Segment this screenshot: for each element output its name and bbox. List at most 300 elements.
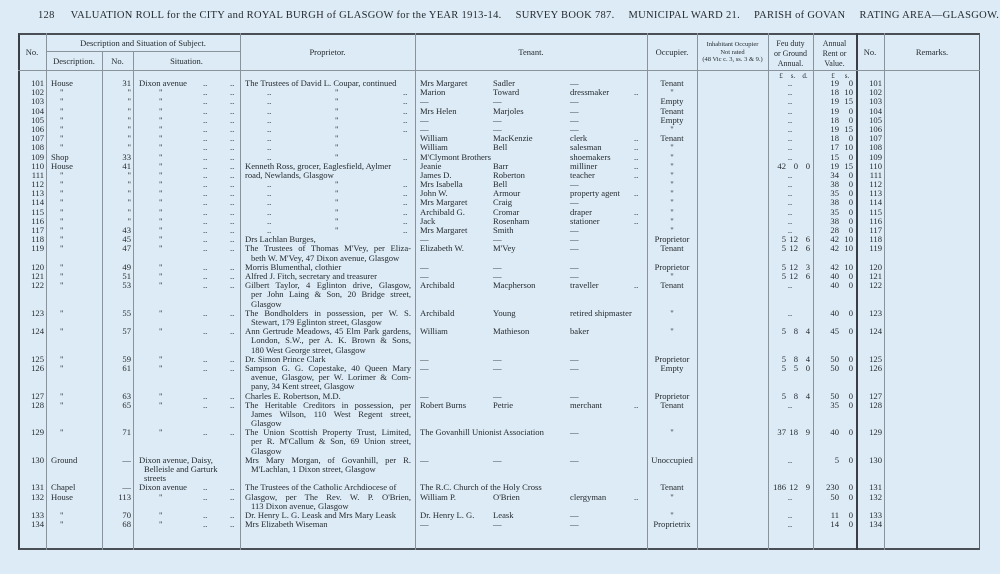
rent-pounds: 50 xyxy=(830,353,839,364)
unit-pounds: £ xyxy=(831,72,835,80)
header-annual-rent xyxy=(813,39,856,69)
rent-pounds: 38 xyxy=(830,215,839,226)
tenant-occupation: clergyman xyxy=(570,491,607,502)
ward: MUNICIPAL WARD 21. xyxy=(628,10,740,21)
house-number: 113 xyxy=(118,491,131,502)
row-number: 109 xyxy=(31,151,44,162)
rent-pounds: 45 xyxy=(830,326,839,337)
row-number: 127 xyxy=(31,390,44,401)
leader-dots: .. xyxy=(403,123,408,134)
row-number: 120 xyxy=(31,261,44,272)
leader-dots: .. xyxy=(267,215,272,226)
header-proprietor: Proprietor. xyxy=(309,47,346,57)
description: " xyxy=(60,87,64,98)
situation xyxy=(139,244,239,253)
tenant-first-name: Archibald G. xyxy=(420,206,465,217)
leader-dots: .. xyxy=(203,362,208,373)
tenant-surname: — xyxy=(493,519,502,530)
proprietor xyxy=(245,244,411,262)
leader-dots: .. xyxy=(403,225,408,235)
situation xyxy=(139,97,239,106)
description: " xyxy=(60,510,64,521)
proprietor xyxy=(245,428,411,456)
house-number: 65 xyxy=(122,399,131,410)
header-line: Annual xyxy=(822,39,847,48)
tenant-occupation: — xyxy=(570,353,579,364)
situation xyxy=(139,107,239,116)
ditto-mark: " xyxy=(335,225,339,235)
house-number: 49 xyxy=(122,261,131,272)
proprietor-line: The Bondholders in possession, per W. S. xyxy=(245,307,411,318)
ditto-mark: " xyxy=(335,197,339,208)
feu-pounds: 5 xyxy=(781,234,786,245)
tenant-surname: Mathieson xyxy=(493,326,530,337)
proprietor-line: avenue, Glasgow, per W. Lorimer & Com- xyxy=(251,372,411,383)
header-rule xyxy=(46,51,240,52)
row-number-right: 111 xyxy=(869,169,882,180)
house-number: " xyxy=(127,169,131,180)
leader-dots: .. xyxy=(403,179,408,190)
description: " xyxy=(60,123,64,134)
feu-none: .. xyxy=(787,280,793,291)
tenant-surname: Barr xyxy=(493,160,509,171)
leader-dots: .. xyxy=(403,105,408,116)
rent-pounds: 42 xyxy=(830,234,839,245)
row-number: 111 xyxy=(31,169,44,180)
tenant-occupation: milliner xyxy=(570,160,598,171)
tenant-occupation: traveller xyxy=(570,280,599,291)
row-number-right: 125 xyxy=(869,353,882,364)
header-line: (48 Vic c. 3, ss. 3 & 9.) xyxy=(702,56,763,63)
house-number: " xyxy=(127,133,131,144)
rent-pounds: 40 xyxy=(830,280,839,291)
tenant-occupation: — xyxy=(570,197,579,208)
house-number: " xyxy=(127,142,131,153)
feu-shillings: 8 xyxy=(793,326,798,337)
occupier: " xyxy=(670,188,674,199)
ditto-mark: " xyxy=(335,133,339,144)
situation-line: " xyxy=(159,96,163,107)
house-number: 70 xyxy=(122,510,131,521)
ditto-mark: " xyxy=(335,206,339,217)
situation-line: " xyxy=(159,105,163,116)
house-number: 55 xyxy=(122,307,131,318)
leader-dots: .. xyxy=(203,519,208,530)
situation-line: " xyxy=(159,491,163,502)
situation-line: Dixon avenue, Daisy, xyxy=(139,454,213,465)
tenant-surname: Cromar xyxy=(493,206,520,217)
proprietor-line: The Union Scottish Property Trust, Limited, xyxy=(245,427,411,438)
row-number: 108 xyxy=(31,142,44,153)
house-number: 61 xyxy=(122,362,131,373)
rent-shillings: 0 xyxy=(848,179,853,190)
feu-none: .. xyxy=(787,454,793,465)
situation-line: " xyxy=(159,151,163,162)
situation xyxy=(139,134,239,143)
feu-none: .. xyxy=(787,87,793,98)
rent-shillings: 15 xyxy=(844,96,853,107)
rent-pounds: 19 xyxy=(830,123,839,134)
situation-line: " xyxy=(159,427,163,438)
house-number: 33 xyxy=(122,151,131,162)
leader-dots: .. xyxy=(267,123,272,134)
leader-dots: .. xyxy=(634,87,639,98)
tenant-occupation: — xyxy=(570,225,579,235)
proprietor-line: James Wilson, 110 West Regent street, xyxy=(251,408,411,419)
description: " xyxy=(60,362,64,373)
leader-dots: .. xyxy=(634,133,639,144)
tenant-first-name: William xyxy=(420,133,448,144)
row-number: 101 xyxy=(31,78,44,88)
table-row xyxy=(0,364,1000,392)
description: " xyxy=(60,179,64,190)
rent-pounds: 19 xyxy=(830,78,839,88)
rent-pounds: 18 xyxy=(830,87,839,98)
feu-shillings: 12 xyxy=(789,261,798,272)
rent-shillings: 0 xyxy=(848,114,853,125)
tenant-surname: Bell xyxy=(493,142,508,153)
description: " xyxy=(60,280,64,291)
situation xyxy=(139,88,239,97)
row-number: 114 xyxy=(31,197,44,208)
leader-dots: .. xyxy=(203,197,208,208)
row-number: 130 xyxy=(31,454,44,465)
proprietor-line: Morris Blumenthal, clothier xyxy=(245,261,342,272)
rent-pounds: 42 xyxy=(830,243,839,254)
ditto-mark: " xyxy=(335,96,339,107)
feu-none: .. xyxy=(787,510,793,521)
description: " xyxy=(60,390,64,401)
house-number: " xyxy=(127,179,131,190)
rent-shillings: 0 xyxy=(848,482,853,493)
row-number: 129 xyxy=(31,427,44,438)
situation xyxy=(139,364,239,373)
occupier: Proprietor xyxy=(654,261,690,272)
tenant-occupation: draper xyxy=(570,206,592,217)
feu-pounds: 5 xyxy=(781,362,786,373)
leader-dots: .. xyxy=(267,179,272,190)
house-number: 63 xyxy=(122,390,131,401)
tenant-surname: Leask xyxy=(493,510,514,521)
leader-dots: .. xyxy=(203,142,208,153)
description: " xyxy=(60,270,64,281)
proprietor-line: 113 Dixon avenue, Glasgow xyxy=(251,500,349,511)
house-number: " xyxy=(127,206,131,217)
tenant-first-name: Mrs Margaret xyxy=(420,78,468,88)
house-number: " xyxy=(127,188,131,199)
description: " xyxy=(60,326,64,337)
tenant-occupation: shoemakers xyxy=(570,151,611,162)
leader-dots: .. xyxy=(230,142,235,153)
occupier: " xyxy=(670,215,674,226)
ditto-mark: " xyxy=(335,179,339,190)
row-number: 105 xyxy=(31,114,44,125)
leader-dots: .. xyxy=(230,114,235,125)
valuation-rows xyxy=(0,79,1000,529)
rent-shillings: 0 xyxy=(848,510,853,521)
proprietor-line: Glasgow, per The Rev. W. P. O'Brien, xyxy=(245,491,411,502)
rent-pounds: 50 xyxy=(830,362,839,373)
tenant-first-name: William xyxy=(420,326,448,337)
description: Chapel xyxy=(51,482,76,493)
feu-pounds: 5 xyxy=(781,353,786,364)
rent-shillings: 0 xyxy=(848,151,853,162)
situation xyxy=(139,401,239,410)
situation-line: " xyxy=(159,114,163,125)
tenant-surname: — xyxy=(493,96,502,107)
row-number-right: 134 xyxy=(869,519,882,530)
rent-shillings: 0 xyxy=(848,206,853,217)
tenant-occupation: property agent xyxy=(570,188,620,199)
description: " xyxy=(60,105,64,116)
situation xyxy=(139,520,239,529)
occupier: " xyxy=(670,427,674,438)
situation-line: " xyxy=(159,197,163,208)
leader-dots: .. xyxy=(203,123,208,134)
row-number-right: 120 xyxy=(869,261,882,272)
leader-dots: .. xyxy=(230,197,235,208)
leader-dots: .. xyxy=(203,390,208,401)
rent-pounds: 35 xyxy=(830,188,839,199)
tenant-surname: — xyxy=(493,261,502,272)
row-number-right: 132 xyxy=(869,491,882,502)
proprietor-line: Glasgow xyxy=(251,445,282,456)
feu-pounds: 42 xyxy=(777,160,786,171)
leader-dots: .. xyxy=(203,188,208,199)
rent-shillings: 0 xyxy=(848,519,853,530)
rent-pounds: 230 xyxy=(826,482,839,493)
tenant-first-name: Archibald xyxy=(420,280,455,291)
house-number: 59 xyxy=(122,353,131,364)
proprietor-line: The Trustees of Thomas M'Vey, per Eliza- xyxy=(245,243,411,254)
feu-pence: 0 xyxy=(805,160,810,171)
occupier: " xyxy=(670,326,674,337)
leader-dots: .. xyxy=(267,105,272,116)
rent-shillings: 10 xyxy=(844,243,853,254)
leader-dots: .. xyxy=(230,160,235,171)
occupier: " xyxy=(670,206,674,217)
row-number: 118 xyxy=(31,234,44,245)
tenant-surname: Smith xyxy=(493,225,514,235)
tenant-occupation: — xyxy=(570,234,579,245)
situation-line: " xyxy=(159,215,163,226)
tenant-occupation: — xyxy=(570,114,579,125)
description: House xyxy=(51,78,73,88)
feu-pence: 6 xyxy=(805,243,810,254)
house-number: " xyxy=(127,96,131,107)
leader-dots: .. xyxy=(203,105,208,116)
tenant-first-name: John W. xyxy=(420,188,448,199)
tenant-first-name: — xyxy=(420,114,429,125)
description: House xyxy=(51,491,73,502)
leader-dots: .. xyxy=(634,399,639,410)
situation-line: " xyxy=(159,270,163,281)
leader-dots: .. xyxy=(634,491,639,502)
header-occupier: Occupier. xyxy=(655,47,689,57)
row-number-right: 108 xyxy=(869,142,882,153)
feu-shillings: 8 xyxy=(793,390,798,401)
row-number-right: 127 xyxy=(869,390,882,401)
rent-shillings: 0 xyxy=(848,225,853,235)
table-row xyxy=(0,428,1000,456)
row-number: 103 xyxy=(31,96,44,107)
leader-dots: .. xyxy=(203,215,208,226)
tenant-surname: Sadler xyxy=(493,78,515,88)
feu-none: .. xyxy=(787,399,793,410)
tenant-occupation: — xyxy=(570,427,579,438)
leader-dots: .. xyxy=(203,270,208,281)
tenant-occupation: clerk xyxy=(570,133,588,144)
feu-pence: 6 xyxy=(805,270,810,281)
row-number: 124 xyxy=(31,326,44,337)
header-tenant: Tenant. xyxy=(518,47,544,57)
ditto-mark: " xyxy=(335,114,339,125)
feu-shillings: 0 xyxy=(793,160,798,171)
leader-dots: .. xyxy=(203,482,208,493)
situation-line: streets xyxy=(144,473,166,484)
feu-pence: 9 xyxy=(805,427,810,438)
leader-dots: .. xyxy=(230,399,235,410)
row-number-right: 101 xyxy=(869,78,882,88)
situation-line: " xyxy=(159,160,163,171)
row-number-right: 129 xyxy=(869,427,882,438)
leader-dots: .. xyxy=(230,87,235,98)
feu-none: .. xyxy=(787,142,793,153)
tenant-first-name: Marion xyxy=(420,87,446,98)
proprietor-line: Dr. Simon Prince Clark xyxy=(245,353,326,364)
row-number-right: 118 xyxy=(869,234,882,245)
description: " xyxy=(60,234,64,245)
feu-none: .. xyxy=(787,179,793,190)
tenant-first-name: — xyxy=(420,362,429,373)
situation xyxy=(139,483,239,492)
tenant-occupation: — xyxy=(570,243,579,254)
situation xyxy=(139,272,239,281)
occupier: Proprietor xyxy=(654,390,690,401)
header-line: Not rated xyxy=(720,48,745,56)
leader-dots: .. xyxy=(230,261,235,272)
rent-shillings: 0 xyxy=(848,215,853,226)
leader-dots: .. xyxy=(230,243,235,254)
leader-dots: .. xyxy=(230,206,235,217)
leader-dots: .. xyxy=(267,133,272,144)
house-number: " xyxy=(127,197,131,208)
row-number-right: 115 xyxy=(869,206,882,217)
situation-line: " xyxy=(159,280,163,291)
unit-pounds: £ xyxy=(779,72,783,80)
row-number-right: 121 xyxy=(869,270,882,281)
rent-pounds: 35 xyxy=(830,399,839,410)
proprietor-line: pany, 34 Kent street, Glasgow xyxy=(251,381,355,392)
tenant-first-name: — xyxy=(420,234,429,245)
leader-dots: .. xyxy=(230,326,235,337)
row-number: 107 xyxy=(31,133,44,144)
tenant-first-name: Archibald xyxy=(420,307,455,318)
leader-dots: .. xyxy=(634,160,639,171)
feu-none: .. xyxy=(787,206,793,217)
feu-pounds: 5 xyxy=(781,261,786,272)
rent-pounds: 17 xyxy=(830,142,839,153)
house-number: — xyxy=(122,482,131,493)
leader-dots: .. xyxy=(230,215,235,226)
occupier: Tenant xyxy=(660,482,684,493)
header-line: Rent or xyxy=(822,49,847,58)
tenant-occupation: baker xyxy=(570,326,590,337)
description: " xyxy=(60,114,64,125)
leader-dots: .. xyxy=(267,188,272,199)
leader-dots: .. xyxy=(203,78,208,88)
rent-shillings: 0 xyxy=(848,188,853,199)
feu-none: .. xyxy=(787,169,793,180)
description: " xyxy=(60,353,64,364)
tenant-surname: — xyxy=(493,114,502,125)
description: " xyxy=(60,399,64,410)
tenant-occupation: stationer xyxy=(570,215,600,226)
row-number: 123 xyxy=(31,307,44,318)
rent-shillings: 0 xyxy=(848,390,853,401)
leader-dots: .. xyxy=(403,215,408,226)
header-description: Description. xyxy=(53,56,95,66)
description: Ground xyxy=(51,454,78,465)
house-number: 68 xyxy=(122,519,131,530)
tenant-first-name: — xyxy=(420,270,429,281)
tenant-first-name: Mrs Margaret xyxy=(420,197,468,208)
description: " xyxy=(60,243,64,254)
row-number: 106 xyxy=(31,123,44,134)
leader-dots: .. xyxy=(203,491,208,502)
proprietor-line: Glasgow xyxy=(251,418,282,429)
row-number: 133 xyxy=(31,510,44,521)
feu-pence: 3 xyxy=(805,261,810,272)
header-no-right: No. xyxy=(863,47,877,57)
leader-dots: .. xyxy=(634,169,639,180)
rent-shillings: 0 xyxy=(848,197,853,208)
house-number: 41 xyxy=(122,160,131,171)
house-number: 31 xyxy=(122,78,131,88)
row-number-right: 128 xyxy=(869,399,882,410)
tenant-first-name: James D. xyxy=(420,169,452,180)
row-number-right: 116 xyxy=(869,215,882,226)
rent-pounds: 34 xyxy=(830,169,839,180)
header-line: Inhabitant Occupier xyxy=(706,41,759,48)
leader-dots: .. xyxy=(203,96,208,107)
rent-shillings: 10 xyxy=(844,234,853,245)
situation xyxy=(139,327,239,336)
rent-pounds: 19 xyxy=(830,96,839,107)
situation xyxy=(139,79,239,88)
tenant-surname: O'Brien xyxy=(493,491,520,502)
feu-shillings: 18 xyxy=(789,427,798,438)
leader-dots: .. xyxy=(203,427,208,438)
ditto-mark: " xyxy=(335,215,339,226)
rent-pounds: 50 xyxy=(830,491,839,502)
row-number-right: 106 xyxy=(869,123,882,134)
roll-title: VALUATION ROLL for the CITY and ROYAL BURGH of GLASGOW for the YEAR 1913-14. xyxy=(70,10,502,21)
tenant-occupation: — xyxy=(570,519,579,530)
unit-pence: d. xyxy=(802,72,808,80)
tenant-occupation: — xyxy=(570,123,579,134)
occupier: " xyxy=(670,169,674,180)
rent-pounds: 19 xyxy=(830,105,839,116)
occupier: Tenant xyxy=(660,280,684,291)
proprietor xyxy=(245,281,411,309)
feu-none: .. xyxy=(787,225,793,235)
proprietor-line: road, Newlands, Glasgow xyxy=(245,169,334,180)
situation xyxy=(139,143,239,152)
situation-line: " xyxy=(159,510,163,521)
feu-shillings: 12 xyxy=(789,234,798,245)
ditto-mark: " xyxy=(335,123,339,134)
